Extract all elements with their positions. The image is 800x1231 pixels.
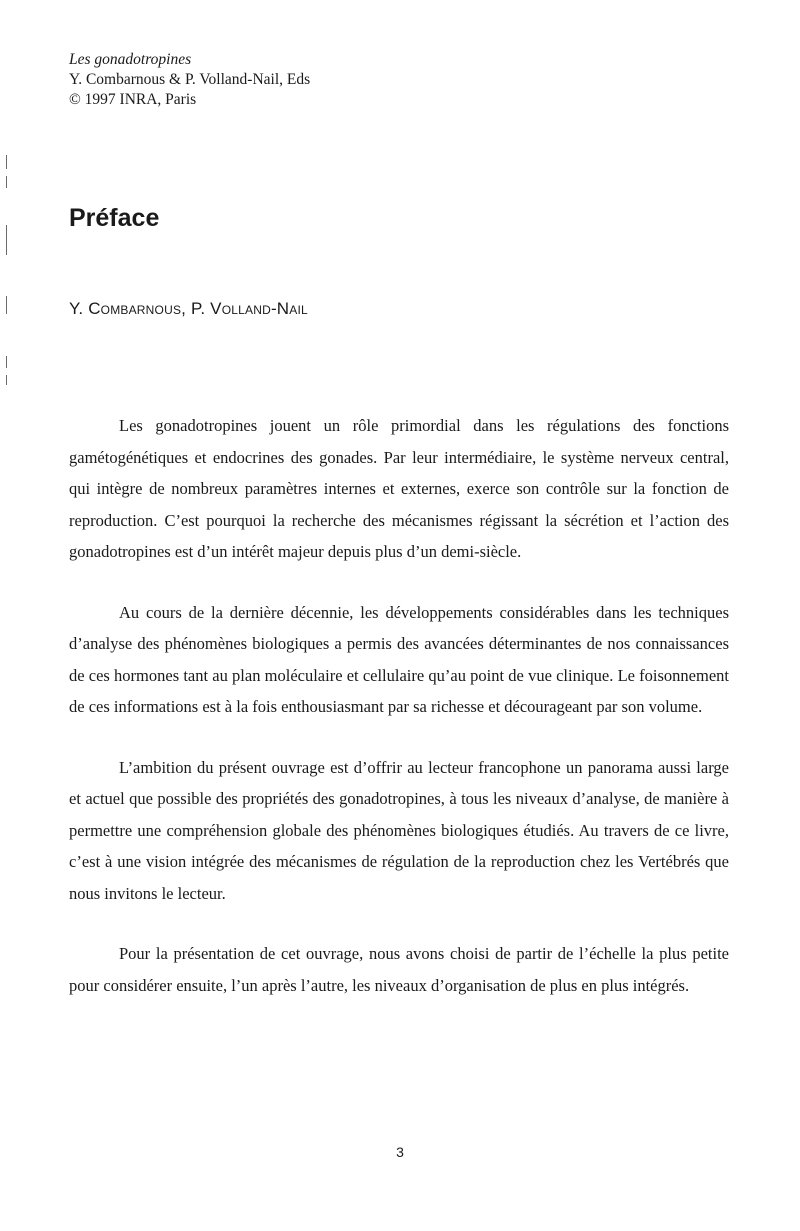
scan-margin-mark (6, 176, 7, 188)
book-title: Les gonadotropines (69, 51, 192, 68)
editors-line: Y. Combarnous & P. Volland-Nail, Eds (69, 71, 311, 88)
paragraph: Pour la présentation de cet ouvrage, nous avons choisi de partir de l’échelle la plus petite pour considérer ensuite, l’un après l’autre, les niveaux d’organisation de plus en plus intégrés. (69, 944, 729, 995)
scan-margin-mark (6, 225, 7, 255)
scan-margin-mark (6, 155, 7, 169)
page-number: 3 (396, 1144, 404, 1160)
page-title: Préface (69, 204, 160, 232)
scan-margin-mark (6, 375, 7, 385)
copyright-line: © 1997 INRA, Paris (69, 91, 197, 108)
paragraph: L’ambition du présent ouvrage est d’offrir au lecteur francophone un panorama aussi large et actuel que possible des propriétés des gonadotropines, à tous les niveaux d’analyse, de manière à permettre une compréhension globale des phénomènes biologiques étudiés. Au travers de ce livre, c’est à une vision intégrée des mécanismes de régulation de la reproduction chez les Vertébrés que nous invitons le lecteur. (69, 757, 729, 903)
scan-margin-mark (6, 356, 7, 368)
authors-line: Y. Combarnous, P. Volland-Nail (69, 299, 308, 318)
paragraph: Au cours de la dernière décennie, les développements considérables dans les techniques d’analyse des phénomènes biologiques a permis des avancées déterminantes de nos connaissances de ces hormones tant au plan moléculaire et cellulaire qu’au point de vue clinique. Le foisonnement de ces informations est à la fois enthousiasmant par sa richesse et décourageant par son volume. (69, 602, 729, 716)
paragraph: Les gonadotropines jouent un rôle primordial dans les régulations des fonctions gamétogénétiques et endocrines des gonades. Par leur intermédiaire, le système nerveux central, qui intègre de nombreux paramètres internes et externes, exerce son contrôle sur la fonction de reproduction. C’est pourquoi la recherche des mécanismes régissant la sécrétion et l’action des gonadotropines est d’un intérêt majeur depuis plus d’un demi-siècle. (69, 416, 729, 561)
book-header (69, 50, 310, 110)
preface-body (69, 410, 729, 1030)
scan-margin-mark (6, 296, 7, 314)
